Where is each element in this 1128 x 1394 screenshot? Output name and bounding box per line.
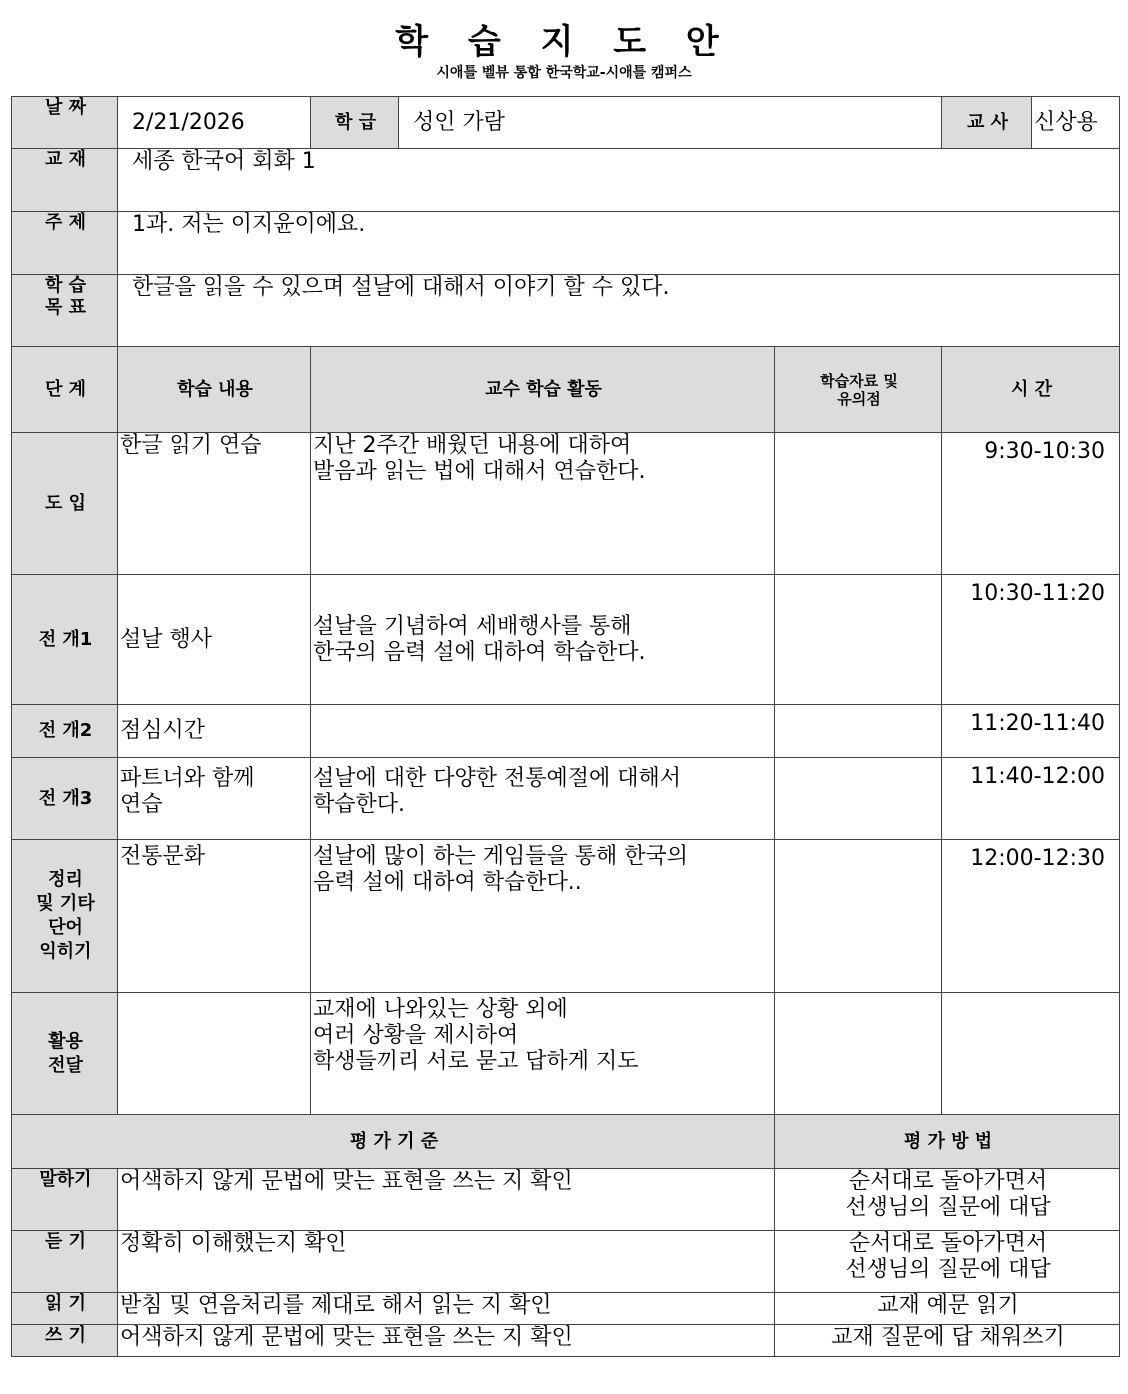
activity-cell: 교재에 나와있는 상황 외에 여러 상황을 제시하여 학생들끼리 서로 묻고 답하게 지도 (311, 993, 775, 1115)
materials-cell (775, 840, 942, 993)
criteria-cell: 어색하지 않게 문법에 맞는 표현을 쓰는 지 확인 (118, 1169, 775, 1231)
teacher-label: 교 사 (942, 97, 1032, 149)
materials-cell (775, 433, 942, 575)
time-cell: 11:20-11:40 (942, 705, 1120, 758)
activity-cell: 설날에 많이 하는 게임들을 통해 한국의 음력 설에 대하여 학습한다.. (311, 840, 775, 993)
activity-cell: 지난 2주간 배웠던 내용에 대하여 발음과 읽는 법에 대해서 연습한다. (311, 433, 775, 575)
page-subtitle: 시애틀 벨뷰 통합 한국학교-시애틀 캠퍼스 (436, 65, 692, 81)
goal-label: 학 습 목 표 (12, 275, 118, 347)
time-cell: 12:00-12:30 (942, 840, 1120, 993)
content-cell (118, 993, 311, 1115)
evaluation-criteria-header: 평 가 기 준 (12, 1115, 775, 1169)
stage-cell: 도 입 (12, 433, 118, 575)
method-cell: 순서대로 돌아가면서 선생님의 질문에 대답 (775, 1231, 1120, 1293)
lesson-plan-table (11, 96, 1120, 1357)
content-cell: 파트너와 함께 연습 (118, 758, 311, 840)
topic-label: 주 제 (12, 212, 118, 275)
table-row (12, 705, 1120, 758)
table-row (12, 758, 1120, 840)
stage-cell: 활용 전달 (12, 993, 118, 1115)
materials-cell (775, 575, 942, 705)
content-cell: 전통문화 (118, 840, 311, 993)
skill-cell: 읽 기 (12, 1293, 118, 1325)
stage-cell: 전 개1 (12, 575, 118, 705)
header-materials: 학습자료 및 유의점 (775, 347, 942, 433)
time-cell: 11:40-12:00 (942, 758, 1120, 840)
time-cell: 10:30-11:20 (942, 575, 1120, 705)
header-time: 시 간 (942, 347, 1120, 433)
stage-cell: 전 개2 (12, 705, 118, 758)
header-stage: 단 계 (12, 347, 118, 433)
skill-cell: 말하기 (12, 1169, 118, 1231)
time-cell: 9:30-10:30 (942, 433, 1120, 575)
textbook-label: 교 재 (12, 149, 118, 212)
textbook-value: 세종 한국어 회화 1 (118, 149, 1120, 212)
stage-cell: 정리 및 기타 단어 익히기 (12, 840, 118, 993)
header-activity: 교수 학습 활동 (311, 347, 775, 433)
topic-value: 1과. 저는 이지윤이에요. (118, 212, 1120, 275)
header-content: 학습 내용 (118, 347, 311, 433)
evaluation-row (12, 1293, 1120, 1325)
goal-value: 한글을 읽을 수 있으며 설날에 대해서 이야기 할 수 있다. (118, 275, 1120, 347)
teacher-value: 신상용 (1032, 97, 1120, 149)
activity-cell: 설날에 대한 다양한 전통예절에 대해서 학습한다. (311, 758, 775, 840)
content-cell: 한글 읽기 연습 (118, 433, 311, 575)
criteria-cell: 받침 및 연음처리를 제대로 해서 읽는 지 확인 (118, 1293, 775, 1325)
evaluation-row (12, 1169, 1120, 1231)
table-row (12, 993, 1120, 1115)
table-row (12, 840, 1120, 993)
method-cell: 교재 예문 읽기 (775, 1293, 1120, 1325)
materials-cell (775, 758, 942, 840)
method-cell: 교재 질문에 답 채워쓰기 (775, 1325, 1120, 1357)
stage-cell: 전 개3 (12, 758, 118, 840)
evaluation-row (12, 1231, 1120, 1293)
table-row (12, 433, 1120, 575)
skill-cell: 듣 기 (12, 1231, 118, 1293)
table-row (12, 575, 1120, 705)
content-cell: 점심시간 (118, 705, 311, 758)
materials-cell (775, 705, 942, 758)
date-value: 2/21/2026 (118, 97, 311, 149)
page-title: 학 습 지 도 안 (395, 22, 733, 62)
activity-cell: 설날을 기념하여 세배행사를 통해 한국의 음력 설에 대하여 학습한다. (311, 575, 775, 705)
method-cell: 순서대로 돌아가면서 선생님의 질문에 대답 (775, 1169, 1120, 1231)
evaluation-method-header: 평 가 방 법 (775, 1115, 1120, 1169)
date-label: 날 짜 (12, 97, 118, 149)
content-cell: 설날 행사 (118, 575, 311, 705)
materials-cell (775, 993, 942, 1115)
skill-cell: 쓰 기 (12, 1325, 118, 1357)
time-cell (942, 993, 1120, 1115)
class-value: 성인 가람 (399, 97, 942, 149)
activity-cell (311, 705, 775, 758)
evaluation-row (12, 1325, 1120, 1357)
class-label: 학 급 (311, 97, 399, 149)
criteria-cell: 어색하지 않게 문법에 맞는 표현을 쓰는 지 확인 (118, 1325, 775, 1357)
criteria-cell: 정확히 이해했는지 확인 (118, 1231, 775, 1293)
